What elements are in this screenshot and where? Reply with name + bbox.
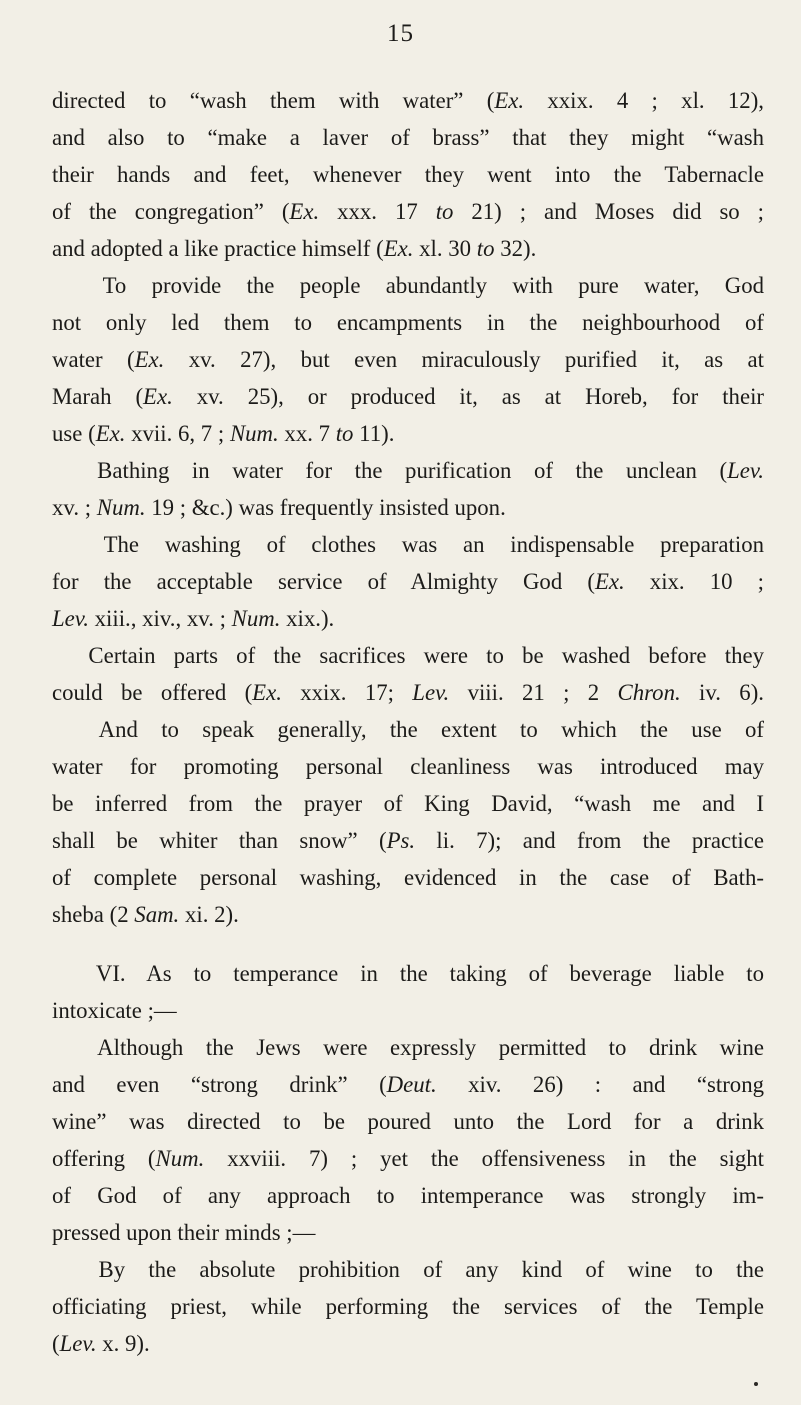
body-text [52,82,764,1362]
text-line: water for promoting personal cleanliness was introduced may [52,754,764,779]
text-line: Certain parts of the sacrifices were to be washed before they [52,643,764,668]
text-line: and also to “make a laver of brass” that they might “wash [52,125,764,150]
text-line: The washing of clothes was an indispensable preparation [52,532,764,557]
text-line: of the congregation” (Ex. xxx. 17 to 21) ; and Moses did so ; [52,199,764,224]
page-number: 15 [387,20,414,47]
text-line: officiating priest, while performing the services of the Temple [52,1294,764,1319]
text-line: intoxicate ;— [52,998,177,1023]
text-line: To provide the people abundantly with pure water, God [52,273,764,298]
text-line: And to speak generally, the extent to which the use of [52,717,764,742]
text-line: could be offered (Ex. xxix. 17; Lev. viii. 21 ; 2 Chron. iv. 6). [52,680,764,705]
text-line: of God of any approach to intemperance was strongly im- [52,1183,764,1208]
text-line: and even “strong drink” (Deut. xiv. 26) : and “strong [52,1072,765,1097]
text-line: Bathing in water for the purification of the unclean (Lev. [52,458,764,483]
text-line: VI. As to temperance in the taking of beverage liable to [52,961,764,986]
text-line: Lev. xiii., xiv., xv. ; Num. xix.). [52,606,335,631]
text-line: Although the Jews were expressly permitted to drink wine [52,1035,764,1060]
text-line: for the acceptable service of Almighty God (Ex. xix. 10 ; [52,569,764,594]
text-line: offering (Num. xxviii. 7) ; yet the offensiveness in the sight [52,1146,764,1171]
text-line: sheba (2 Sam. xi. 2). [52,902,239,927]
text-line: and adopted a like practice himself (Ex. xl. 30 to 32). [52,236,537,261]
text-line: Marah (Ex. xv. 25), or produced it, as at Horeb, for their [52,384,764,409]
text-line: shall be whiter than snow” (Ps. li. 7); and from the practice [52,828,764,853]
text-line: directed to “wash them with water” (Ex. xxix. 4 ; xl. 12), [52,88,764,113]
text-line: their hands and feet, whenever they went into the Tabernacle [52,162,764,187]
text-line: xv. ; Num. 19 ; &c.) was frequently insisted upon. [52,495,506,520]
text-line: be inferred from the prayer of King David, “wash me and I [52,791,764,816]
paragraph-gap [52,933,764,955]
ink-blot [754,1382,758,1386]
text-line: use (Ex. xvii. 6, 7 ; Num. xx. 7 to 11). [52,421,395,446]
text-line: (Lev. x. 9). [52,1331,150,1356]
text-line: pressed upon their minds ;— [52,1220,316,1245]
text-line: not only led them to encampments in the neighbourhood of [52,310,764,335]
text-line: water (Ex. xv. 27), but even miraculously purified it, as at [52,347,764,372]
text-line: wine” was directed to be poured unto the Lord for a drink [52,1109,764,1134]
text-line: By the absolute prohibition of any kind of wine to the [52,1257,764,1282]
text-line: of complete personal washing, evidenced in the case of Bath- [52,865,764,890]
